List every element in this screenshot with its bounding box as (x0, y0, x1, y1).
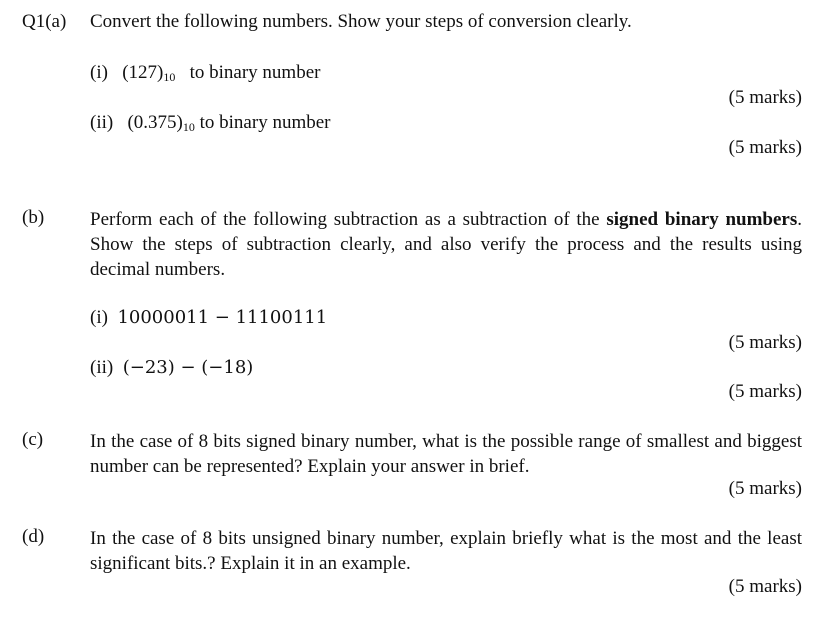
marks-b-i: (5 marks) (728, 332, 802, 353)
binary-expression: 10000011 − 11100111 (117, 307, 328, 328)
question-d-label: (d) (22, 526, 45, 547)
marks-a-ii: (5 marks) (728, 137, 802, 158)
decimal-value: (127) (122, 62, 164, 83)
marks-c: (5 marks) (728, 478, 802, 499)
subquestion-a-ii (90, 112, 330, 134)
decimal-value: (0.375) (127, 112, 183, 133)
base-subscript: 10 (182, 120, 195, 134)
marks-a-i: (5 marks) (728, 87, 802, 108)
question-b-text: Perform each of the following subtraction as a subtraction of the signed binary numbers. Show the steps of subtraction clearly, and also verify the process and the results using decimal numbers. (90, 209, 802, 280)
subquestion-label: (ii) (90, 357, 114, 378)
subquestion-text: to binary number (189, 62, 321, 83)
subquestion-label: (i) (90, 62, 108, 83)
question-b-label: (b) (22, 207, 45, 228)
subquestion-label: (i) (90, 307, 108, 328)
question-number: Q1(a) (22, 11, 67, 32)
question-c-text: In the case of 8 bits signed binary number, what is the possible range of smallest and biggest number can be represented? Explain your answer in brief. (90, 431, 802, 477)
question-a-instruction: Convert the following numbers. Show your steps of conversion clearly. (90, 11, 632, 32)
question-c-label: (c) (22, 429, 44, 450)
subquestion-a-i (90, 62, 320, 84)
marks-d: (5 marks) (728, 576, 802, 597)
marks-b-ii: (5 marks) (728, 381, 802, 402)
base-subscript: 10 (163, 70, 176, 84)
decimal-expression: (−23) − (−18) (122, 357, 254, 378)
bold-keyword: signed binary numbers (606, 209, 798, 230)
subquestion-b-i (90, 307, 327, 329)
subquestion-label: (ii) (90, 112, 114, 133)
subquestion-text: to binary number (199, 112, 331, 133)
subquestion-b-ii (90, 357, 253, 379)
question-d-text: In the case of 8 bits unsigned binary number, explain briefly what is the most and the least significant bits.? Explain it in an example. (90, 528, 802, 574)
